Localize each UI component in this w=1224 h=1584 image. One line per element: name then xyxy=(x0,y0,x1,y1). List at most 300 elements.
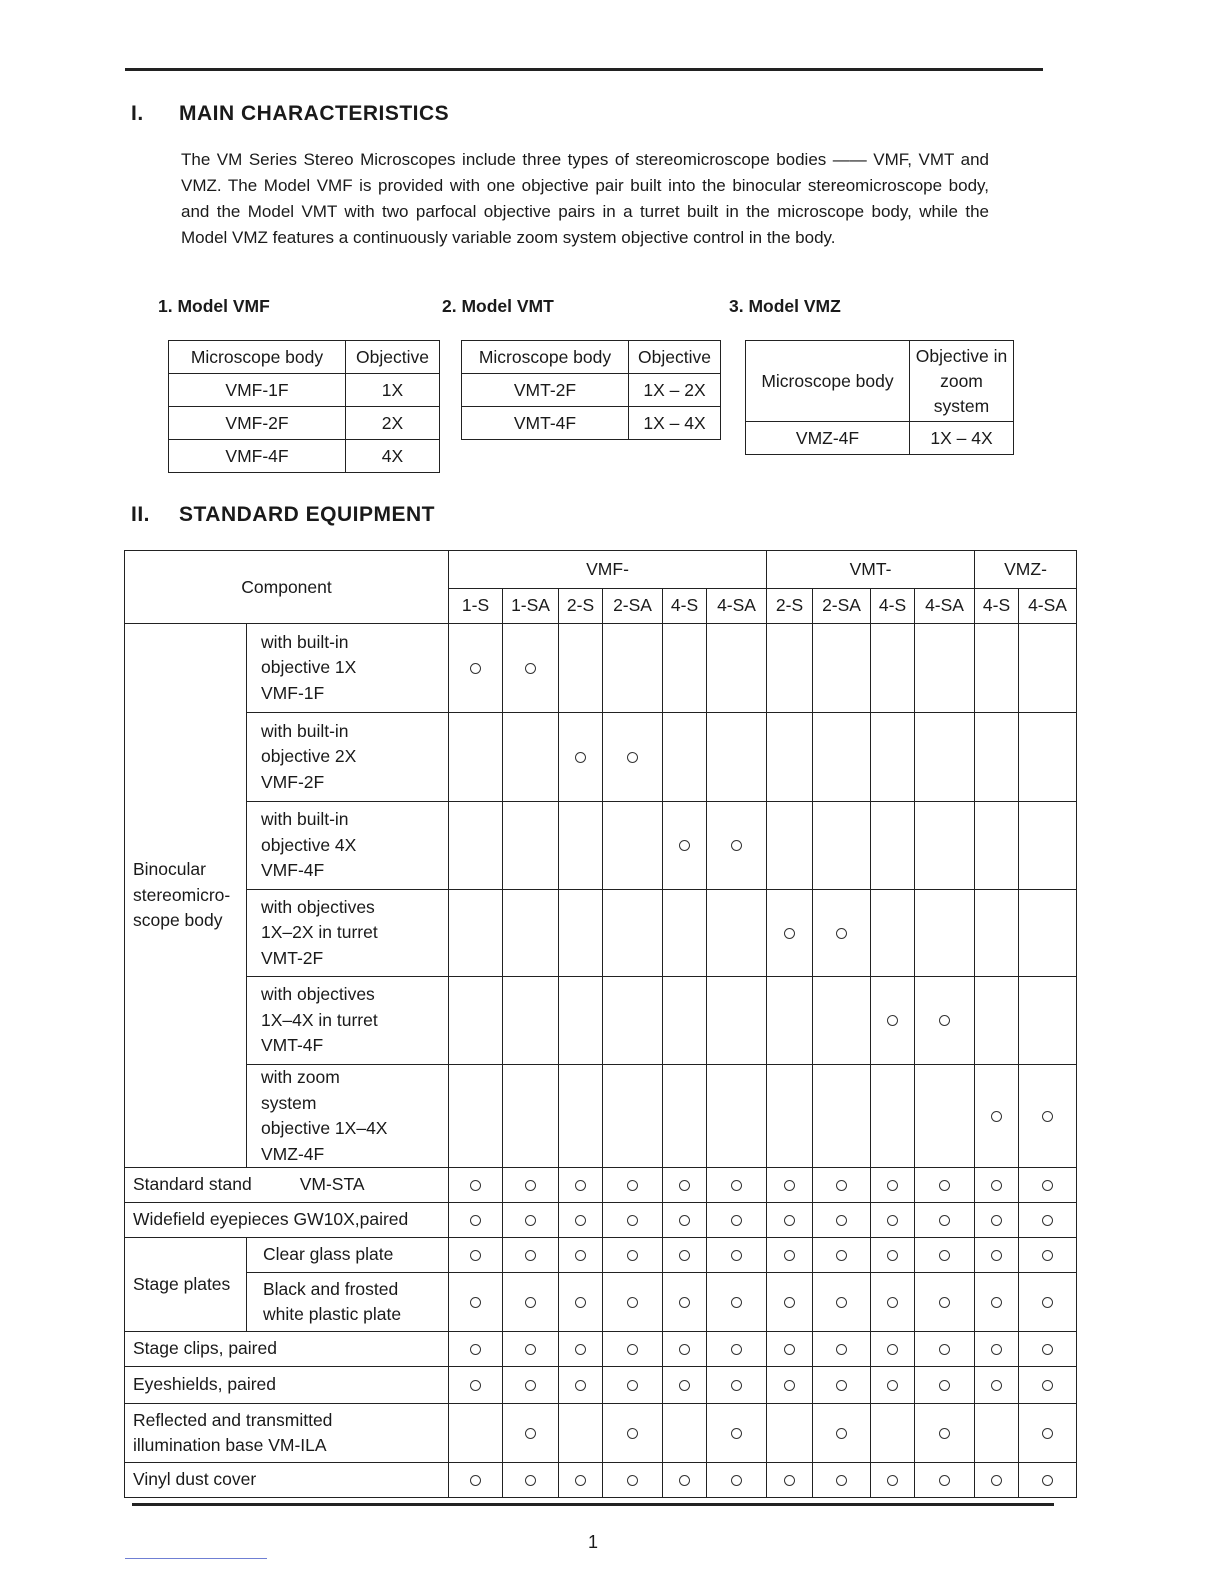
mark-cell xyxy=(767,1463,813,1498)
table-cell: VMT-2F xyxy=(462,374,629,407)
included-mark-icon xyxy=(470,1297,481,1308)
included-mark-icon xyxy=(525,663,536,674)
included-mark-icon xyxy=(679,1380,690,1391)
mark-cell xyxy=(813,802,871,890)
included-mark-icon xyxy=(470,1250,481,1261)
mark-cell xyxy=(1019,624,1077,713)
mark-cell xyxy=(663,1238,707,1273)
mark-cell xyxy=(1019,1168,1077,1203)
included-mark-icon xyxy=(470,663,481,674)
included-mark-icon xyxy=(470,1380,481,1391)
mark-cell xyxy=(813,713,871,802)
included-mark-icon xyxy=(939,1428,950,1439)
included-mark-icon xyxy=(1042,1297,1053,1308)
mark-cell xyxy=(1019,713,1077,802)
mark-cell xyxy=(707,1168,767,1203)
included-mark-icon xyxy=(731,1428,742,1439)
included-mark-icon xyxy=(991,1380,1002,1391)
mark-cell xyxy=(663,1273,707,1332)
mark-cell xyxy=(1019,1203,1077,1238)
table-row xyxy=(125,1367,1077,1404)
mark-cell xyxy=(975,1168,1019,1203)
included-mark-icon xyxy=(836,1215,847,1226)
table-row xyxy=(125,802,1077,890)
mark-cell xyxy=(871,1238,915,1273)
included-mark-icon xyxy=(627,1428,638,1439)
mark-cell xyxy=(559,1404,603,1463)
included-mark-icon xyxy=(575,752,586,763)
header-objective: Objective in zoom system xyxy=(910,341,1014,422)
row-label: Black and frosted white plastic plate xyxy=(247,1273,449,1332)
included-mark-icon xyxy=(1042,1475,1053,1486)
row-label-text: Standard stand xyxy=(133,1174,252,1195)
mark-cell xyxy=(707,713,767,802)
table-row xyxy=(125,1238,1077,1273)
mark-cell xyxy=(813,1367,871,1404)
mark-cell xyxy=(975,1273,1019,1332)
included-mark-icon xyxy=(991,1215,1002,1226)
mark-cell xyxy=(915,890,975,977)
included-mark-icon xyxy=(679,1475,690,1486)
mark-cell xyxy=(503,1463,559,1498)
mark-cell xyxy=(975,1238,1019,1273)
table-row xyxy=(462,374,721,407)
mark-cell xyxy=(449,1463,503,1498)
table-row xyxy=(125,624,1077,713)
row-label: Widefield eyepieces GW10X,paired xyxy=(125,1203,449,1238)
included-mark-icon xyxy=(939,1015,950,1026)
row-label: Clear glass plate xyxy=(247,1238,449,1273)
mark-cell xyxy=(871,1065,915,1168)
header-model-col: 1-S xyxy=(449,588,503,624)
mark-cell xyxy=(449,1273,503,1332)
section-title: STANDARD EQUIPMENT xyxy=(179,503,435,526)
included-mark-icon xyxy=(470,1475,481,1486)
mark-cell xyxy=(813,1332,871,1367)
included-mark-icon xyxy=(991,1111,1002,1122)
mark-cell xyxy=(559,713,603,802)
included-mark-icon xyxy=(575,1475,586,1486)
table-row xyxy=(169,440,440,473)
included-mark-icon xyxy=(731,1475,742,1486)
table-row xyxy=(462,407,721,440)
mark-cell xyxy=(915,1065,975,1168)
included-mark-icon xyxy=(575,1297,586,1308)
mark-cell xyxy=(663,802,707,890)
included-mark-icon xyxy=(887,1215,898,1226)
mark-cell xyxy=(559,1238,603,1273)
row-label: with built-in objective 2X VMF-2F xyxy=(247,713,449,802)
included-mark-icon xyxy=(731,1344,742,1355)
header-model-col: 4-S xyxy=(663,588,707,624)
included-mark-icon xyxy=(784,928,795,939)
table-row xyxy=(125,1203,1077,1238)
included-mark-icon xyxy=(627,1297,638,1308)
included-mark-icon xyxy=(784,1380,795,1391)
mark-cell xyxy=(449,1404,503,1463)
mark-cell xyxy=(813,1238,871,1273)
mark-cell xyxy=(767,713,813,802)
included-mark-icon xyxy=(525,1475,536,1486)
model-vmf-title: 1. Model VMF xyxy=(158,296,270,316)
mark-cell xyxy=(449,1065,503,1168)
mark-cell xyxy=(1019,1238,1077,1273)
mark-cell xyxy=(503,713,559,802)
mark-cell xyxy=(559,624,603,713)
mark-cell xyxy=(871,977,915,1065)
mark-cell xyxy=(871,1332,915,1367)
mark-cell xyxy=(871,1404,915,1463)
mark-cell xyxy=(449,1367,503,1404)
mark-cell xyxy=(663,977,707,1065)
mark-cell xyxy=(663,1367,707,1404)
mark-cell xyxy=(663,1168,707,1203)
included-mark-icon xyxy=(939,1215,950,1226)
mark-cell xyxy=(503,1332,559,1367)
mark-cell xyxy=(767,1203,813,1238)
header-model-col: 2-S xyxy=(559,588,603,624)
included-mark-icon xyxy=(731,840,742,851)
mark-cell xyxy=(767,1332,813,1367)
included-mark-icon xyxy=(679,1344,690,1355)
table-row xyxy=(125,1168,1077,1203)
included-mark-icon xyxy=(627,1250,638,1261)
row-group-label: Binocular stereomicro-scope body xyxy=(125,624,247,1168)
model-vmt-table xyxy=(461,340,721,440)
mark-cell xyxy=(915,802,975,890)
mark-cell xyxy=(663,1332,707,1367)
included-mark-icon xyxy=(525,1344,536,1355)
included-mark-icon xyxy=(991,1475,1002,1486)
mark-cell xyxy=(503,624,559,713)
header-model-col: 4-S xyxy=(871,588,915,624)
included-mark-icon xyxy=(836,1380,847,1391)
header-model-col: 2-SA xyxy=(813,588,871,624)
section-heading-main-characteristics xyxy=(131,102,449,126)
mark-cell xyxy=(871,890,915,977)
table-row xyxy=(125,1273,1077,1332)
included-mark-icon xyxy=(836,928,847,939)
included-mark-icon xyxy=(627,752,638,763)
mark-cell xyxy=(707,977,767,1065)
mark-cell xyxy=(975,1404,1019,1463)
header-group: VMZ- xyxy=(975,551,1077,589)
table-row xyxy=(125,1332,1077,1367)
mark-cell xyxy=(915,624,975,713)
included-mark-icon xyxy=(1042,1180,1053,1191)
mark-cell xyxy=(767,1367,813,1404)
mark-cell xyxy=(603,977,663,1065)
mark-cell xyxy=(663,624,707,713)
table-row xyxy=(169,374,440,407)
included-mark-icon xyxy=(731,1380,742,1391)
header-model-col: 2-S xyxy=(767,588,813,624)
included-mark-icon xyxy=(991,1297,1002,1308)
row-label-code: VM-STA xyxy=(299,1174,365,1195)
table-header-row xyxy=(462,341,721,374)
mark-cell xyxy=(767,1168,813,1203)
included-mark-icon xyxy=(836,1297,847,1308)
mark-cell xyxy=(767,977,813,1065)
mark-cell xyxy=(767,1273,813,1332)
table-row xyxy=(169,407,440,440)
header-group: VMT- xyxy=(767,551,975,589)
mark-cell xyxy=(871,1463,915,1498)
mark-cell xyxy=(871,1367,915,1404)
table-cell: VMF-4F xyxy=(169,440,346,473)
included-mark-icon xyxy=(1042,1250,1053,1261)
row-label: Vinyl dust cover xyxy=(125,1463,449,1498)
model-vmz-table xyxy=(745,340,1014,455)
mark-cell xyxy=(663,1404,707,1463)
mark-cell xyxy=(603,1367,663,1404)
page-number: 1 xyxy=(588,1532,599,1552)
row-label: Stage clips, paired xyxy=(125,1332,449,1367)
table-header-row xyxy=(169,341,440,374)
mark-cell xyxy=(813,1168,871,1203)
included-mark-icon xyxy=(784,1215,795,1226)
mark-cell xyxy=(1019,890,1077,977)
included-mark-icon xyxy=(939,1475,950,1486)
mark-cell xyxy=(707,1332,767,1367)
included-mark-icon xyxy=(627,1380,638,1391)
mark-cell xyxy=(915,1463,975,1498)
included-mark-icon xyxy=(887,1250,898,1261)
table-cell: 1X – 4X xyxy=(910,422,1014,455)
mark-cell xyxy=(503,1238,559,1273)
included-mark-icon xyxy=(575,1250,586,1261)
mark-cell xyxy=(975,1463,1019,1498)
included-mark-icon xyxy=(575,1380,586,1391)
mark-cell xyxy=(449,1168,503,1203)
mark-cell xyxy=(813,890,871,977)
table-cell: VMT-4F xyxy=(462,407,629,440)
included-mark-icon xyxy=(731,1250,742,1261)
mark-cell xyxy=(1019,1367,1077,1404)
mark-cell xyxy=(813,977,871,1065)
mark-cell xyxy=(603,1203,663,1238)
included-mark-icon xyxy=(939,1380,950,1391)
mark-cell xyxy=(449,713,503,802)
included-mark-icon xyxy=(1042,1111,1053,1122)
included-mark-icon xyxy=(784,1180,795,1191)
mark-cell xyxy=(559,890,603,977)
included-mark-icon xyxy=(470,1344,481,1355)
table-cell: 1X – 4X xyxy=(629,407,721,440)
included-mark-icon xyxy=(784,1475,795,1486)
mark-cell xyxy=(707,1238,767,1273)
included-mark-icon xyxy=(525,1180,536,1191)
mark-cell xyxy=(1019,977,1077,1065)
included-mark-icon xyxy=(1042,1380,1053,1391)
mark-cell xyxy=(503,1168,559,1203)
table-header-row xyxy=(746,341,1014,422)
mark-cell xyxy=(813,1203,871,1238)
mark-cell xyxy=(449,1332,503,1367)
table-cell: 2X xyxy=(346,407,440,440)
included-mark-icon xyxy=(784,1250,795,1261)
included-mark-icon xyxy=(836,1180,847,1191)
included-mark-icon xyxy=(939,1344,950,1355)
mark-cell xyxy=(813,624,871,713)
included-mark-icon xyxy=(575,1180,586,1191)
included-mark-icon xyxy=(627,1344,638,1355)
table-cell: 1X – 2X xyxy=(629,374,721,407)
included-mark-icon xyxy=(887,1380,898,1391)
included-mark-icon xyxy=(679,1297,690,1308)
included-mark-icon xyxy=(991,1250,1002,1261)
header-microscope-body: Microscope body xyxy=(169,341,346,374)
mark-cell xyxy=(603,624,663,713)
mark-cell xyxy=(503,890,559,977)
table-header-row xyxy=(125,551,1077,589)
included-mark-icon xyxy=(836,1250,847,1261)
row-label: Eyeshields, paired xyxy=(125,1367,449,1404)
header-model-col: 2-SA xyxy=(603,588,663,624)
mark-cell xyxy=(915,1168,975,1203)
mark-cell xyxy=(975,1367,1019,1404)
mark-cell xyxy=(707,1065,767,1168)
mark-cell xyxy=(767,890,813,977)
header-model-col: 4-SA xyxy=(707,588,767,624)
included-mark-icon xyxy=(525,1215,536,1226)
header-model-col: 4-S xyxy=(975,588,1019,624)
header-group: VMF- xyxy=(449,551,767,589)
mark-cell xyxy=(603,1332,663,1367)
included-mark-icon xyxy=(939,1180,950,1191)
mark-cell xyxy=(813,1404,871,1463)
mark-cell xyxy=(603,1404,663,1463)
mark-cell xyxy=(449,624,503,713)
mark-cell xyxy=(503,802,559,890)
included-mark-icon xyxy=(887,1180,898,1191)
mark-cell xyxy=(767,624,813,713)
standard-equipment-table xyxy=(124,550,1077,1498)
included-mark-icon xyxy=(836,1475,847,1486)
included-mark-icon xyxy=(887,1475,898,1486)
mark-cell xyxy=(1019,1065,1077,1168)
included-mark-icon xyxy=(575,1215,586,1226)
mark-cell xyxy=(603,1273,663,1332)
table-cell: VMF-1F xyxy=(169,374,346,407)
mark-cell xyxy=(663,1203,707,1238)
mark-cell xyxy=(449,977,503,1065)
bottom-rule xyxy=(132,1503,1054,1506)
included-mark-icon xyxy=(731,1180,742,1191)
row-label: with objectives 1X–2X in turret VMT-2F xyxy=(247,890,449,977)
included-mark-icon xyxy=(575,1344,586,1355)
table-row xyxy=(125,1065,1077,1168)
table-cell: 1X xyxy=(346,374,440,407)
included-mark-icon xyxy=(525,1380,536,1391)
header-objective: Objective xyxy=(346,341,440,374)
included-mark-icon xyxy=(731,1297,742,1308)
mark-cell xyxy=(559,1273,603,1332)
mark-cell xyxy=(915,1273,975,1332)
included-mark-icon xyxy=(525,1428,536,1439)
mark-cell xyxy=(559,1065,603,1168)
included-mark-icon xyxy=(887,1297,898,1308)
model-vmz-title: 3. Model VMZ xyxy=(729,296,841,316)
mark-cell xyxy=(871,1168,915,1203)
mark-cell xyxy=(559,1332,603,1367)
row-label xyxy=(125,1168,449,1203)
included-mark-icon xyxy=(1042,1428,1053,1439)
mark-cell xyxy=(975,1065,1019,1168)
mark-cell xyxy=(707,1273,767,1332)
mark-cell xyxy=(915,1332,975,1367)
mark-cell xyxy=(915,1238,975,1273)
header-model-col: 1-SA xyxy=(503,588,559,624)
mark-cell xyxy=(871,802,915,890)
mark-cell xyxy=(663,890,707,977)
included-mark-icon xyxy=(525,1297,536,1308)
included-mark-icon xyxy=(525,1250,536,1261)
bottom-link-underline xyxy=(125,1558,267,1559)
header-objective: Objective xyxy=(629,341,721,374)
included-mark-icon xyxy=(470,1180,481,1191)
mark-cell xyxy=(449,890,503,977)
mark-cell xyxy=(559,1463,603,1498)
table-row xyxy=(125,977,1077,1065)
included-mark-icon xyxy=(991,1180,1002,1191)
row-label: with built-in objective 4X VMF-4F xyxy=(247,802,449,890)
table-cell: 4X xyxy=(346,440,440,473)
mark-cell xyxy=(449,1238,503,1273)
mark-cell xyxy=(603,1463,663,1498)
mark-cell xyxy=(603,1238,663,1273)
mark-cell xyxy=(915,977,975,1065)
header-component: Component xyxy=(125,551,449,624)
section-heading-standard-equipment xyxy=(131,503,435,527)
table-cell: VMF-2F xyxy=(169,407,346,440)
mark-cell xyxy=(603,713,663,802)
top-rule xyxy=(125,68,1043,71)
included-mark-icon xyxy=(784,1344,795,1355)
mark-cell xyxy=(813,1463,871,1498)
included-mark-icon xyxy=(939,1297,950,1308)
row-group-label: Stage plates xyxy=(125,1238,247,1332)
mark-cell xyxy=(915,1367,975,1404)
mark-cell xyxy=(1019,1463,1077,1498)
mark-cell xyxy=(975,802,1019,890)
included-mark-icon xyxy=(679,840,690,851)
mark-cell xyxy=(975,890,1019,977)
header-model-col: 4-SA xyxy=(1019,588,1077,624)
included-mark-icon xyxy=(627,1180,638,1191)
mark-cell xyxy=(707,1367,767,1404)
mark-cell xyxy=(559,1367,603,1404)
mark-cell xyxy=(449,802,503,890)
table-row xyxy=(125,1404,1077,1463)
included-mark-icon xyxy=(627,1215,638,1226)
row-label: with zoom system objective 1X–4X VMZ-4F xyxy=(247,1065,449,1168)
mark-cell xyxy=(449,1203,503,1238)
mark-cell xyxy=(503,1065,559,1168)
mark-cell xyxy=(603,1065,663,1168)
included-mark-icon xyxy=(887,1015,898,1026)
included-mark-icon xyxy=(887,1344,898,1355)
included-mark-icon xyxy=(679,1180,690,1191)
mark-cell xyxy=(871,1273,915,1332)
row-label: with objectives 1X–4X in turret VMT-4F xyxy=(247,977,449,1065)
included-mark-icon xyxy=(470,1215,481,1226)
mark-cell xyxy=(503,1367,559,1404)
mark-cell xyxy=(915,713,975,802)
mark-cell xyxy=(707,1404,767,1463)
mark-cell xyxy=(767,1404,813,1463)
header-model-col: 4-SA xyxy=(915,588,975,624)
